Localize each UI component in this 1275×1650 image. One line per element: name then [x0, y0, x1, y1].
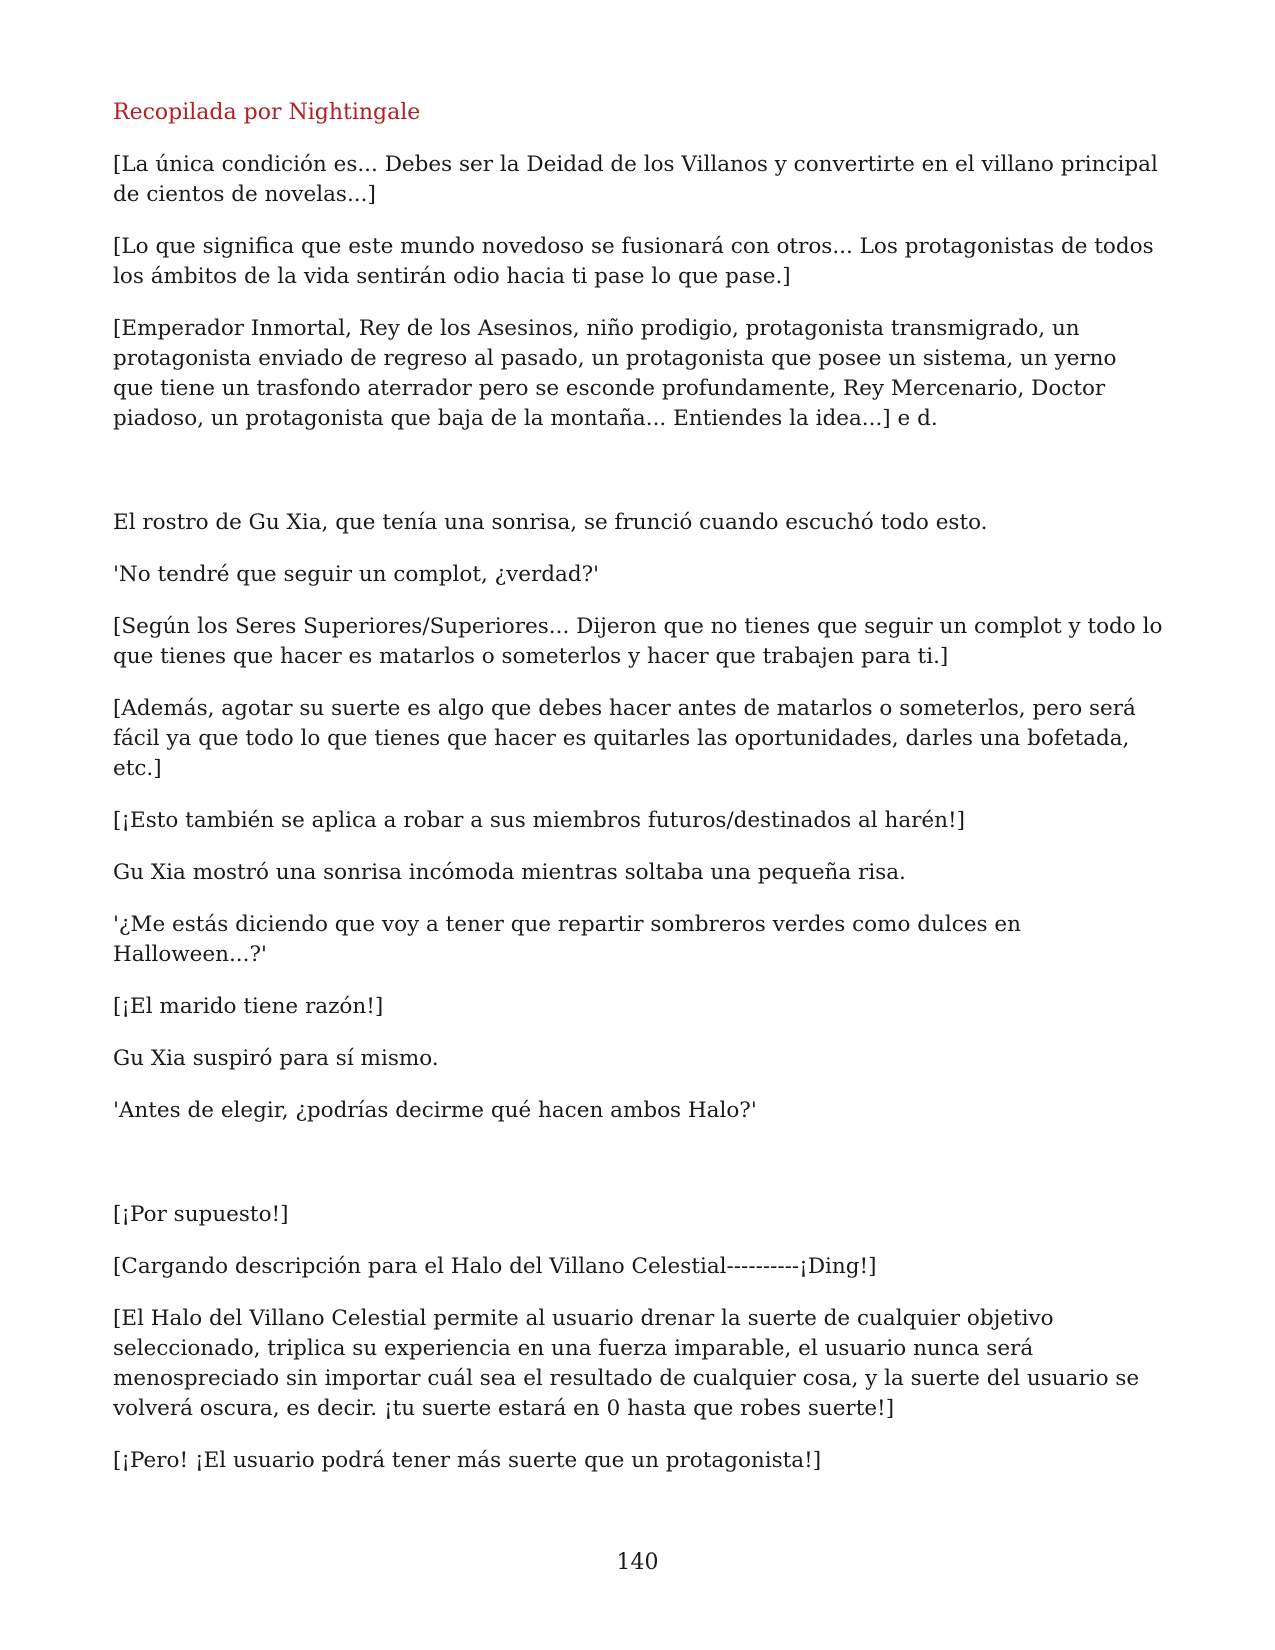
- blank-line: [113, 1148, 1163, 1200]
- paragraph: [La única condición es... Debes ser la Deidad de los Villanos y convertirte en el villano principal de cientos de novelas...]: [113, 152, 1158, 207]
- paragraph: [¡Esto también se aplica a robar a sus miembros futuros/destinados al harén!]: [113, 808, 966, 833]
- paragraph: '¿Me estás diciendo que voy a tener que repartir sombreros verdes como dulces en Halloween...?': [113, 912, 1021, 967]
- paragraph: Gu Xia mostró una sonrisa incómoda mientras soltaba una pequeña risa.: [113, 860, 906, 885]
- paragraph: Gu Xia suspiró para sí mismo.: [113, 1046, 439, 1071]
- document-header: Recopilada por Nightingale: [113, 100, 421, 125]
- paragraph: [Lo que significa que este mundo novedoso se fusionará con otros... Los protagonistas de todos los ámbitos de la vida sentirán odio hacia ti pase lo que pase.]: [113, 234, 1154, 289]
- paragraph: 'Antes de elegir, ¿podrías decirme qué hacen ambos Halo?': [113, 1098, 757, 1123]
- paragraph: [¡Por supuesto!]: [113, 1202, 289, 1227]
- paragraph: 'No tendré que seguir un complot, ¿verdad?': [113, 562, 600, 587]
- blank-line: [113, 456, 1163, 508]
- paragraph: El rostro de Gu Xia, que tenía una sonrisa, se frunció cuando escuchó todo esto.: [113, 510, 988, 535]
- paragraph: [¡Pero! ¡El usuario podrá tener más suerte que un protagonista!]: [113, 1448, 822, 1473]
- paragraph: [Además, agotar su suerte es algo que debes hacer antes de matarlos o someterlos, pero será fácil ya que todo lo que tienes que hacer es quitarles las oportunidades, darles una bofetada, etc.]: [113, 696, 1136, 781]
- paragraph: [Según los Seres Superiores/Superiores... Dijeron que no tienes que seguir un complot y todo lo que tienes que hacer es matarlos o someterlos y hacer que trabajen para ti.]: [113, 614, 1163, 669]
- paragraph: [El Halo del Villano Celestial permite al usuario drenar la suerte de cualquier objetivo seleccionado, triplica su experiencia en una fuerza imparable, el usuario nunca será menospreciado sin importar cuál sea el resultado de cualquier cosa, y la suerte del usuario se volverá oscura, es decir. ¡tu suerte estará en 0 hasta que robes suerte!]: [113, 1306, 1140, 1421]
- document-page: [113, 98, 1163, 1498]
- paragraph: [¡El marido tiene razón!]: [113, 994, 384, 1019]
- paragraph: [Cargando descripción para el Halo del Villano Celestial----------¡Ding!]: [113, 1254, 877, 1279]
- page-number: 140: [616, 1550, 659, 1575]
- paragraph: [Emperador Inmortal, Rey de los Asesinos, niño prodigio, protagonista transmigrado, un protagonista enviado de regreso al pasado, un protagonista que posee un sistema, un yerno que tiene un trasfondo aterrador pero se esconde profundamente, Rey Mercenario, Doctor piadoso, un protagonista que baja de la montaña... Entiendes la idea...] ￼￼￼￼e ￼d. ￼￼￼: [113, 316, 1117, 431]
